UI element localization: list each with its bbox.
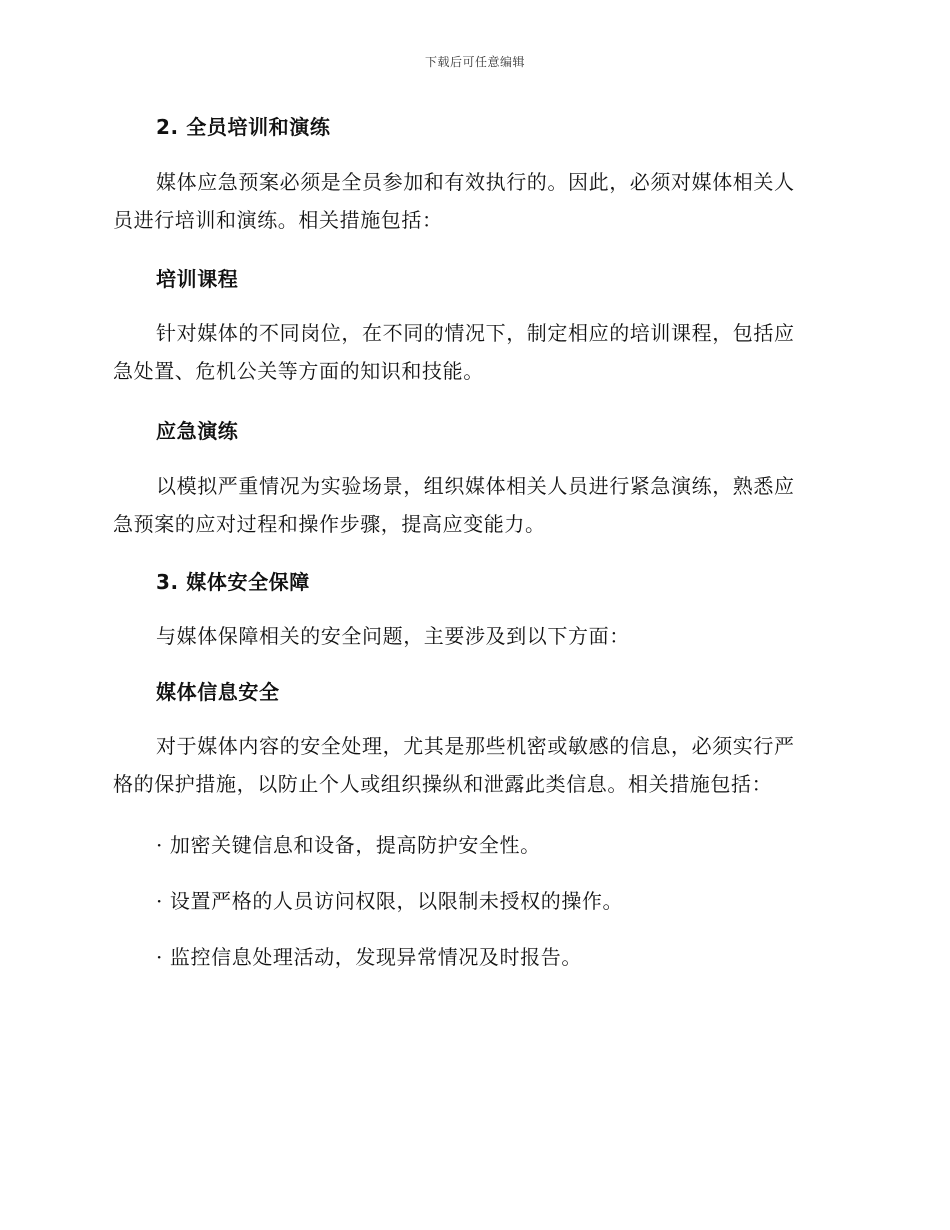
paragraph-line: 急处置、危机公关等方面的知识和技能。 bbox=[113, 359, 484, 383]
list-item: · 监控信息处理活动，发现异常情况及时报告。 bbox=[156, 945, 582, 969]
section-3-intro bbox=[113, 617, 833, 655]
page-header: 下载后可任意编辑 bbox=[424, 55, 525, 69]
training-heading: 培训课程 bbox=[156, 267, 239, 291]
list-item: · 设置严格的人员访问权限，以限制未授权的操作。 bbox=[156, 889, 624, 913]
paragraph-line: 针对媒体的不同岗位，在不同的情况下，制定相应的培训课程，包括应 bbox=[156, 321, 795, 345]
section-2-paragraph bbox=[113, 163, 833, 239]
training-paragraph bbox=[113, 314, 833, 390]
paragraph-line: 员进行培训和演练。相关措施包括： bbox=[113, 208, 443, 232]
info-security-paragraph bbox=[113, 727, 833, 803]
paragraph-line: 对于媒体内容的安全处理，尤其是那些机密或敏感的信息，必须实行严 bbox=[156, 734, 795, 758]
section-3-heading: 3. 媒体安全保障 bbox=[156, 570, 310, 594]
paragraph-line: 与媒体保障相关的安全问题，主要涉及到以下方面： bbox=[156, 624, 630, 648]
bullet-list bbox=[113, 826, 833, 994]
paragraph-line: 媒体应急预案必须是全员参加和有效执行的。因此，必须对媒体相关人 bbox=[156, 170, 795, 194]
paragraph-line: 急预案的应对过程和操作步骤，提高应变能力。 bbox=[113, 512, 546, 536]
info-security-heading: 媒体信息安全 bbox=[156, 680, 280, 704]
list-item: · 加密关键信息和设备，提高防护安全性。 bbox=[156, 833, 541, 857]
section-2-heading: 2. 全员培训和演练 bbox=[156, 115, 331, 139]
drill-paragraph bbox=[113, 467, 833, 543]
paragraph-line: 格的保护措施，以防止个人或组织操纵和泄露此类信息。相关措施包括： bbox=[113, 772, 773, 796]
paragraph-line: 以模拟严重情况为实验场景，组织媒体相关人员进行紧急演练，熟悉应 bbox=[156, 474, 795, 498]
drill-heading: 应急演练 bbox=[156, 419, 239, 443]
